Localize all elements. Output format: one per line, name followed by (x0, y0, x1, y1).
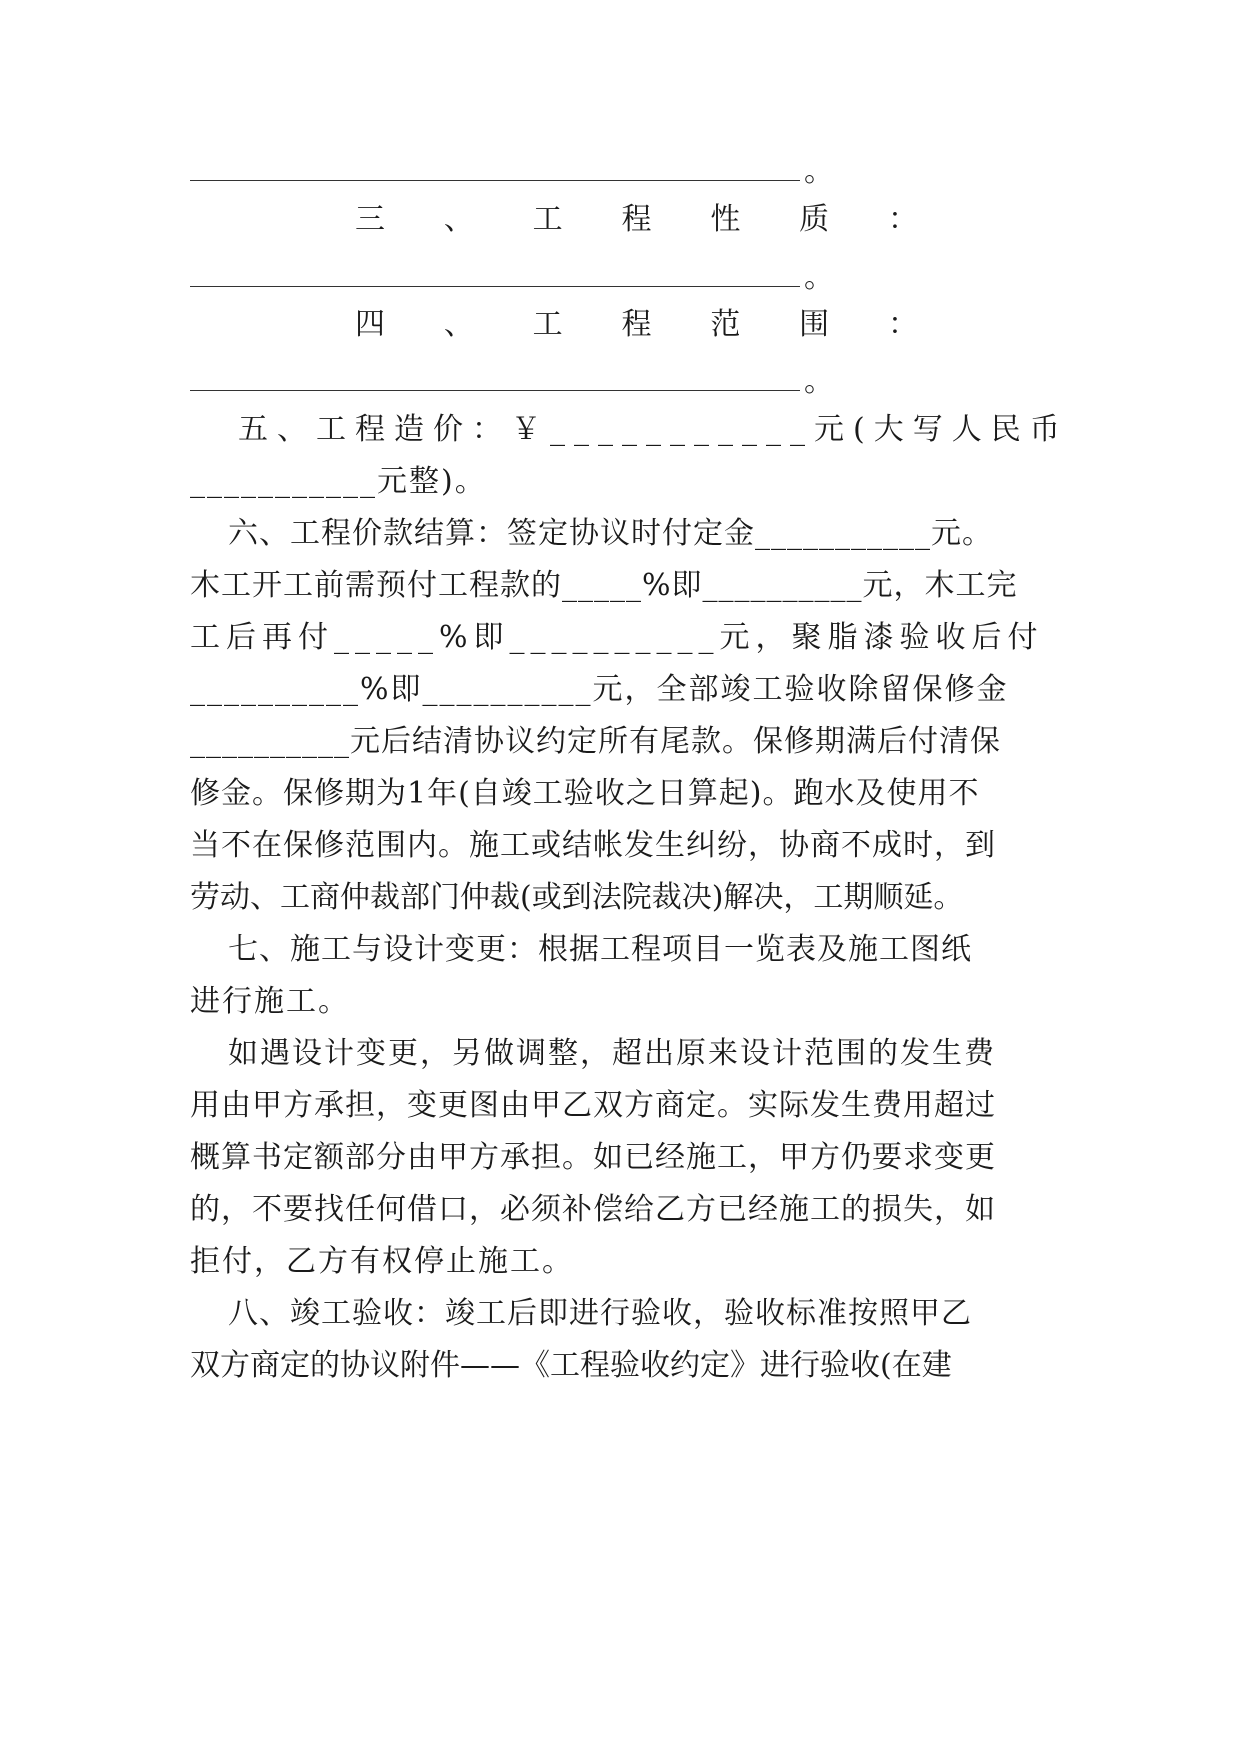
fill-blank (190, 258, 800, 287)
clause-3-heading: 三 、 工 程 性 质 ： (355, 202, 920, 237)
clause-6-line8: 劳动、工商仲裁部门仲裁(或到法院裁决)解决，工期顺延。 (190, 880, 964, 915)
clause-8-line2: 双方商定的协议附件——《工程验收约定》进行验收(在建 (190, 1348, 952, 1383)
clause-6-line7: 当不在保修范围内。施工或结帐发生纠纷，协商不成时，到 (190, 828, 996, 863)
clause-6-line4: __________%即__________元，全部竣工验收除留保修金 (190, 672, 1009, 707)
clause-7-para2-line4: 的，不要找任何借口，必须补偿给乙方已经施工的损失，如 (190, 1192, 996, 1227)
fill-blank (190, 152, 800, 181)
clause-8-line1: 八、竣工验收：竣工后即进行验收，验收标准按照甲乙 (228, 1296, 972, 1331)
blank-line-3: 。 (190, 362, 1070, 402)
blank-line-2: 。 (190, 258, 1070, 298)
clause-7-line1: 七、施工与设计变更：根据工程项目一览表及施工图纸 (228, 932, 972, 967)
clause-4-heading: 四 、 工 程 范 围 ： (355, 307, 920, 342)
clause-7-para2-line1: 如遇设计变更，另做调整，超出原来设计范围的发生费 (228, 1036, 996, 1071)
clause-5-line1: 五、工程造价：￥___________元(大写人民币 (238, 412, 1069, 447)
clause-6-line2: 木工开工前需预付工程款的_____%即__________元，木工完 (190, 568, 1018, 603)
clause-5-line2: ___________元整)。 (190, 464, 487, 499)
clause-7-line2: 进行施工。 (190, 984, 350, 1019)
clause-6-line3: 工后再付_____%即__________元，聚脂漆验收后付 (190, 620, 1044, 655)
clause-7-para2-line5: 拒付，乙方有权停止施工。 (190, 1244, 574, 1279)
fill-blank (190, 362, 800, 391)
clause-6-line1: 六、工程价款结算：签定协议时付定金___________元。 (228, 516, 993, 551)
clause-6-line6: 修金。保修期为1年(自竣工验收之日算起)。跑水及使用不 (190, 776, 980, 811)
clause-7-para2-line2: 用由甲方承担，变更图由甲乙双方商定。实际发生费用超过 (190, 1088, 996, 1123)
clause-7-para2-line3: 概算书定额部分由甲方承担。如已经施工，甲方仍要求变更 (190, 1140, 996, 1175)
blank-line-1: 。 (190, 152, 1070, 192)
clause-6-line5: __________元后结清协议约定所有尾款。保修期满后付清保 (190, 724, 1001, 759)
